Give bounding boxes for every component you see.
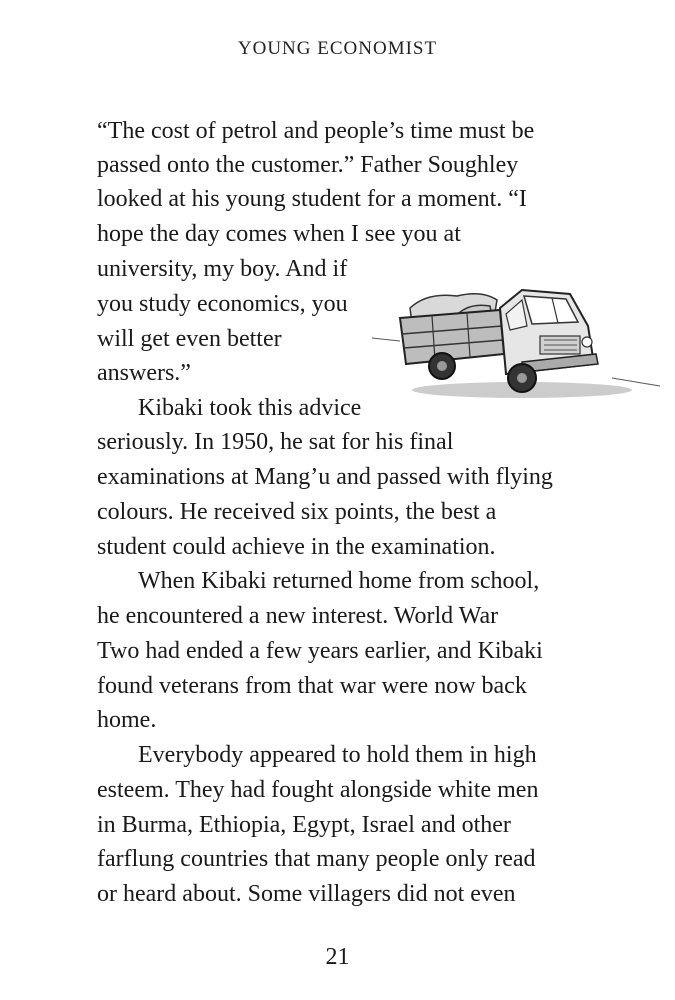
- body-line: When Kibaki returned home from school,: [138, 568, 540, 594]
- body-line: farflung countries that many people only read: [97, 846, 536, 872]
- body-line: passed onto the customer.” Father Soughley: [97, 152, 519, 178]
- body-line: looked at his young student for a moment. “I: [97, 186, 527, 212]
- body-line: or heard about. Some villagers did not even: [97, 881, 516, 907]
- body-line: found veterans from that war were now back: [97, 673, 527, 699]
- page-number: 21: [325, 944, 350, 970]
- body-line: he encountered a new interest. World War: [97, 603, 499, 629]
- body-line: examinations at Mang’u and passed with flying: [97, 464, 553, 490]
- body-line: colours. He received six points, the best a: [97, 499, 497, 525]
- body-line: esteem. They had fought alongside white men: [97, 777, 539, 803]
- body-line: Two had ended a few years earlier, and Kibaki: [97, 638, 543, 664]
- body-line: hope the day comes when I see you at: [97, 221, 461, 247]
- body-line: student could achieve in the examination.: [97, 534, 496, 560]
- body-line: “The cost of petrol and people’s time must be: [97, 118, 535, 144]
- body-line: seriously. In 1950, he sat for his final: [97, 429, 454, 455]
- body-line: you study economics, you: [97, 291, 348, 317]
- body-line: university, my boy. And if: [97, 256, 348, 282]
- body-line: in Burma, Ethiopia, Egypt, Israel and other: [97, 812, 511, 838]
- truck-icon: [372, 278, 662, 418]
- body-line: will get even better: [97, 326, 282, 352]
- body-line: Kibaki took this advice: [138, 395, 362, 421]
- body-line: answers.”: [97, 360, 191, 386]
- body-line: home.: [97, 707, 157, 733]
- running-head: YOUNG ECONOMIST: [237, 38, 438, 59]
- body-line: Everybody appeared to hold them in high: [138, 742, 537, 768]
